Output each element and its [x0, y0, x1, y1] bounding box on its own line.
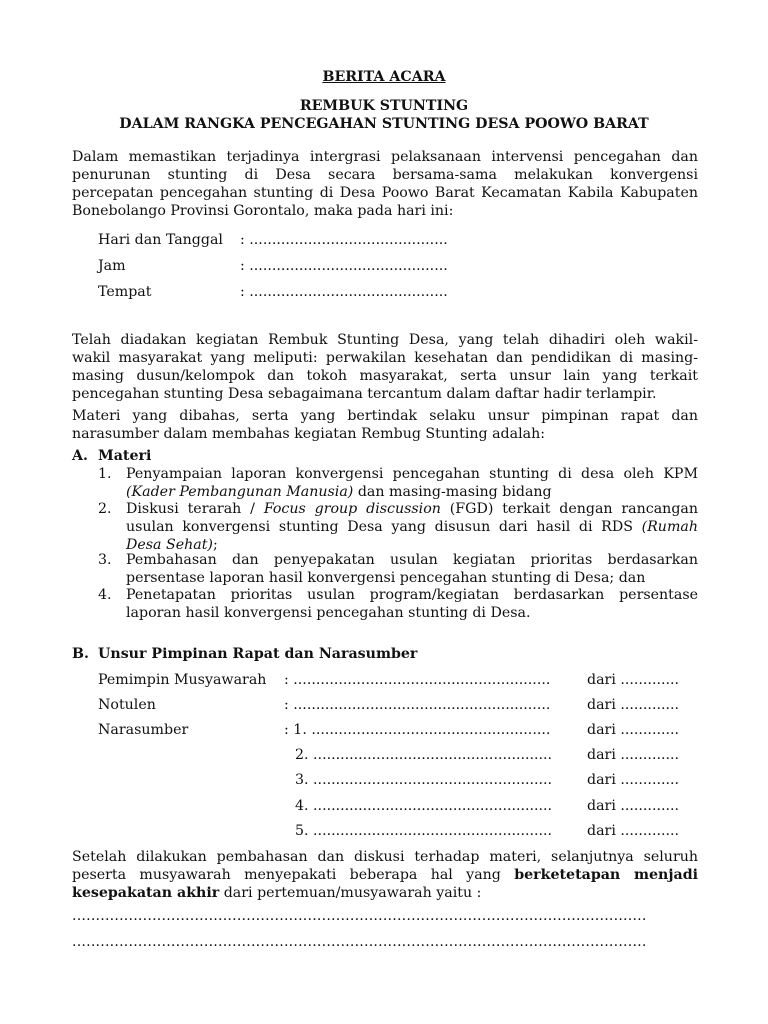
item-3-number: 3.: [98, 552, 112, 568]
intro-line: Dalam memastikan terjadinya intergrasi pelaksanaan intervensi pencegahan dan: [72, 149, 698, 165]
item-1-number: 1.: [98, 466, 112, 482]
schedule-time-label: Jam: [98, 258, 126, 274]
italic-text: (Rumah: [641, 519, 698, 535]
doc-subtitle-2: DALAM RANGKA PENCEGAHAN STUNTING DESA POOWO BARAT: [119, 116, 649, 132]
speaker-3-value: 3. .....................................................: [295, 772, 553, 788]
closing-text: dari pertemuan/musyawarah yaitu :: [219, 885, 482, 901]
bold-text: kesepakatan akhir: [72, 885, 220, 901]
schedule-place-value: : ............................................: [240, 284, 448, 300]
materials-intro-line: Materi yang dibahas, serta yang bertindak selaku unsur pimpinan rapat dan: [72, 408, 698, 424]
item-line: persentase laporan hasil konvergensi pencegahan stunting di Desa; dan: [126, 570, 646, 586]
closing-paragraph: [72, 848, 698, 902]
attendance-line: pencegahan stunting Desa sebagaimana tercantum dalam daftar hadir terlampir.: [72, 386, 657, 402]
schedule-date-label: Hari dan Tanggal: [98, 232, 223, 248]
item-text: Diskusi terarah /: [126, 501, 264, 517]
item-line: Penyampaian laporan konvergensi pencegahan stunting di desa oleh KPM: [126, 466, 698, 482]
notulen-value: : .........................................................: [284, 697, 551, 713]
speaker-3-from: dari .............: [587, 772, 679, 788]
attendance-line: Telah diadakan kegiatan Rembuk Stunting Desa, yang telah dihadiri oleh wakil-: [72, 332, 698, 348]
italic-text: Focus group discussion: [263, 501, 441, 517]
doc-subtitle-1: REMBUK STUNTING: [299, 98, 469, 114]
item-text: dan masing-masing bidang: [353, 484, 552, 500]
leader-value: : .........................................................: [284, 672, 551, 688]
section-a-title: Materi: [98, 448, 152, 464]
closing-line: Setelah dilakukan pembahasan dan diskusi terhadap materi, selanjutnya seluruh: [72, 849, 698, 865]
speaker-1-value: : 1. .....................................................: [284, 722, 551, 738]
item-line: [126, 500, 698, 518]
speaker-2-from: dari .............: [587, 747, 679, 763]
agreement-line-2: ..........................................................................................................................: [72, 934, 647, 950]
item-line: Penetapatan prioritas usulan program/kegiatan berdasarkan persentase: [126, 587, 698, 603]
item-4-number: 4.: [98, 587, 112, 603]
intro-line: penurunan stunting di Desa secara bersama-sama melakukan konvergensi: [72, 167, 698, 183]
attendance-line: masing dusun/kelompok dan tokoh masyarakat, serta unsur lain yang terkait: [72, 368, 698, 384]
speaker-4-from: dari .............: [587, 798, 679, 814]
italic-text: (Kader Pembangunan Manusia): [126, 484, 354, 500]
speaker-4-value: 4. .....................................................: [295, 798, 553, 814]
schedule-time-value: : ............................................: [240, 258, 448, 274]
item-1-text: [126, 465, 698, 501]
intro-paragraph: [72, 148, 698, 220]
leader-label: Pemimpin Musyawarah: [98, 672, 267, 688]
materials-intro-line: narasumber dalam membahas kegiatan Rembug Stunting adalah:: [72, 426, 546, 442]
item-line: Pembahasan dan penyepakatan usulan kegiatan prioritas berdasarkan: [126, 552, 698, 568]
item-text: (FGD) terkait dengan rancangan: [440, 501, 698, 517]
attendance-line: wakil masyarakat yang meliputi: perwakilan kesehatan dan pendidikan di masing-: [72, 350, 698, 366]
speaker-1-from: dari .............: [587, 722, 679, 738]
notulen-label: Notulen: [98, 697, 156, 713]
speaker-5-value: 5. .....................................................: [295, 823, 553, 839]
item-2-number: 2.: [98, 501, 112, 517]
item-4-text: [126, 586, 698, 622]
closing-text: peserta musyawarah menyepakati beberapa hal yang: [72, 867, 515, 883]
speaker-label: Narasumber: [98, 722, 189, 738]
bold-text: berketetapan menjadi: [514, 867, 699, 883]
item-3-text: [126, 551, 698, 587]
italic-text: Desa Sehat): [126, 537, 213, 553]
attendance-paragraph: [72, 331, 698, 403]
schedule-date-value: : ............................................: [240, 232, 448, 248]
notulen-from: dari .............: [587, 697, 679, 713]
section-b-title: Unsur Pimpinan Rapat dan Narasumber: [98, 646, 418, 662]
section-a-letter: A.: [72, 448, 88, 464]
item-2-text: [126, 500, 698, 554]
item-text: usulan konvergensi stunting Desa yang disusun dari hasil di RDS: [126, 519, 642, 535]
intro-line: percepatan pencegahan stunting di Desa Poowo Barat Kecamatan Kabila Kabupaten: [72, 185, 698, 201]
materials-intro-paragraph: [72, 407, 698, 443]
schedule-place-label: Tempat: [98, 284, 152, 300]
closing-line: [72, 866, 698, 884]
item-line: [126, 483, 698, 501]
leader-from: dari .............: [587, 672, 679, 688]
agreement-line-1: ..........................................................................................................................: [72, 908, 647, 924]
closing-line: [72, 884, 698, 902]
speaker-5-from: dari .............: [587, 823, 679, 839]
item-line: laporan hasil konvergensi pencegahan stunting di Desa.: [126, 605, 531, 621]
section-b-letter: B.: [72, 646, 89, 662]
speaker-2-value: 2. .....................................................: [295, 747, 553, 763]
intro-line: Bonebolango Provinsi Gorontalo, maka pada hari ini:: [72, 203, 454, 219]
item-text: ;: [212, 537, 218, 553]
item-line: [126, 518, 698, 536]
doc-title: BERITA ACARA: [322, 69, 446, 85]
